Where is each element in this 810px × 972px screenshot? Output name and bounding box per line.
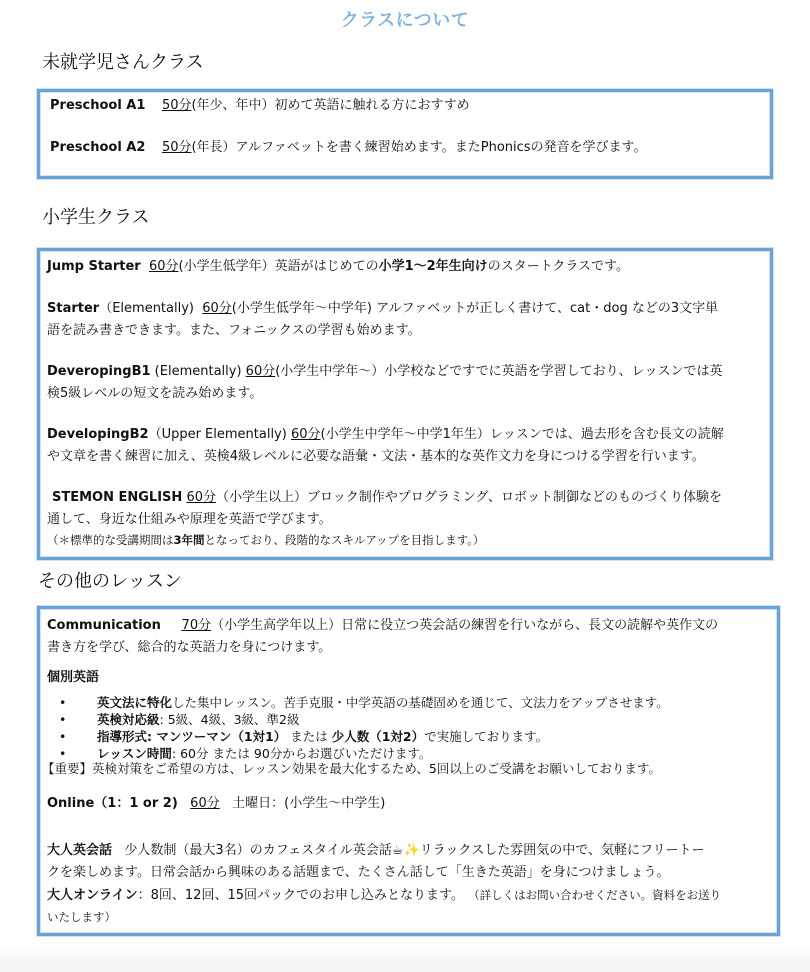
class-communication	[47, 615, 718, 637]
class-duration: 60分	[245, 364, 276, 379]
individual-important-note: 【重要】英検対策をご希望の方は、レッスン効果を最大化するため、5回以上のご受講をお願いしております。	[42, 761, 661, 776]
bullet-text: または	[286, 729, 332, 744]
class-level: （Elementally)	[99, 301, 194, 316]
class-level: （Upper Elementally)	[148, 427, 287, 442]
class-name: Preschool A1	[50, 98, 146, 113]
class-preschool-a2	[50, 137, 647, 159]
individual-bullet	[47, 694, 669, 711]
class-b2-line2: や文章を書く練習に加え、英検4級レベルに必要な語彙・文法・基本的な英作文力を身につける学習を行います。	[47, 449, 705, 464]
bullet-bold: 英文法に特化	[97, 695, 173, 710]
class-name: Preschool A2	[50, 140, 146, 155]
bullet-text: : 60分 または 90分からお選びいただけます。	[171, 746, 432, 761]
note-text-end: となっており、段階的なスキルアップを目指します。）	[204, 533, 485, 547]
class-name: Online（1：1 or 2)	[47, 796, 178, 811]
class-name: 大人オンライン	[47, 888, 138, 903]
class-description: (小学生低学年）英語がはじめての	[178, 259, 379, 274]
class-name: STEMON ENGLISH	[52, 490, 183, 505]
class-starter	[47, 298, 718, 320]
note-bold: 3年間	[173, 533, 205, 547]
class-stemon	[52, 487, 722, 509]
class-duration: 60分	[186, 490, 216, 505]
class-note: （詳しくはお問い合わせください。資料をお送り	[468, 888, 722, 902]
class-b1-line2: 検5級レベルの短文を読み始めます。	[47, 386, 263, 401]
note-text: （＊標準的な受講期間は	[47, 533, 174, 547]
section-heading-preschool: 未就学児さんクラス	[42, 52, 204, 73]
class-description: (小学生低学年〜中学年) アルファベットが正しく書けて、cat・dog などの3文字単	[231, 301, 719, 316]
class-name: DeveropingB1	[47, 364, 151, 379]
class-online	[47, 793, 385, 815]
class-adult	[47, 840, 704, 862]
class-description-end: のスタートクラスです。	[487, 259, 629, 274]
bullet-bold-2: 少人数（1対2）	[331, 729, 425, 744]
bullet-bold: 指導形式: マンツーマン（1対1）	[97, 729, 287, 744]
class-description: （小学生高学年以上）日常に役立つ英会話の練習を行いながら、長文の読解や英作文の	[211, 618, 719, 633]
bullet-bold: 英検対応級	[97, 712, 160, 727]
class-duration: 50分	[161, 98, 192, 113]
class-name: Communication	[47, 618, 161, 633]
class-description: （小学生以上）ブロック制作やプログラミング、ロボット制御などのものづくり体験を	[216, 490, 722, 505]
class-description: (年少、年中）初めて英語に触れる方におすすめ	[191, 98, 470, 113]
class-description: 少人数制（最大3名）のカフェスタイル英会話☕✨リラックスした雰囲気の中で、気軽にフリートー	[124, 843, 705, 858]
class-stemon-line2: 通して、身近な仕組みや原理を英語で学びます。	[47, 512, 332, 527]
bullet-text: : 5級、4級、3級、準2級	[159, 712, 300, 727]
other-box	[37, 606, 780, 936]
bullet-icon: •	[59, 746, 67, 761]
class-b1	[47, 361, 723, 383]
individual-bullet	[47, 728, 548, 745]
class-level: (Elementally)	[154, 364, 242, 379]
class-name: DevelopingB2	[47, 427, 149, 442]
bullet-icon: •	[59, 695, 67, 710]
class-duration: 60分	[290, 427, 321, 442]
bullet-icon: •	[59, 729, 67, 744]
class-description: (小学生中学年〜）小学校などですでに英語を学習しており、レッスンでは英	[275, 364, 723, 379]
preschool-box	[37, 89, 773, 179]
page-title: クラスについて	[340, 10, 470, 31]
class-communication-line2: 書き方を学び、総合的な英語力を身につけます。	[47, 640, 332, 655]
class-starter-line2: 語を読み書きできます。また、フォニックスの学習も始めます。	[47, 323, 421, 338]
class-duration: 60分	[148, 259, 179, 274]
class-preschool-a1	[50, 95, 470, 117]
class-description: ：8回、12回、15回パックでのお申し込みとなります。	[137, 888, 464, 903]
class-adult-online	[47, 884, 721, 907]
stemon-note	[47, 529, 484, 551]
class-name: 大人英会話	[47, 843, 113, 858]
class-duration: 60分	[190, 796, 220, 811]
class-jump-starter	[47, 256, 629, 278]
class-name: Starter	[47, 301, 100, 316]
bullet-text-2: で実施しております。	[424, 729, 549, 744]
class-adult-online-line2: いたします）	[47, 910, 116, 924]
class-description: 土曜日：(小学生〜中学生)	[232, 796, 386, 811]
class-duration: 70分	[181, 618, 212, 633]
class-name: Jump Starter	[47, 259, 141, 274]
class-adult-line2: クを楽しめます。日常会話から興味のある話題まで、たくさん話して「生きた英語」を身につけましょう。	[47, 865, 670, 880]
section-heading-elementary: 小学生クラス	[42, 207, 150, 228]
class-description: (年長）アルファベットを書く練習始めます。またPhonicsの発音を学びます。	[191, 140, 647, 155]
class-description: (小学生中学年〜中学1年生）レッスンでは、過去形を含む長文の読解	[320, 427, 724, 442]
bullet-bold: レッスン時間	[97, 746, 172, 761]
class-duration: 50分	[161, 140, 192, 155]
bullet-text: した集中レッスン。苦手克服・中学英語の基礎固めを通じて、文法力をアップさせます。	[172, 695, 669, 710]
class-b2	[47, 424, 724, 446]
individual-title: 個別英語	[47, 670, 100, 685]
elementary-box	[37, 248, 773, 560]
class-target: 小学1〜2年生向け	[378, 259, 488, 274]
bullet-icon: •	[59, 712, 67, 727]
individual-bullet	[47, 711, 300, 728]
section-heading-other: その他のレッスン	[38, 571, 182, 592]
class-duration: 60分	[202, 301, 232, 316]
